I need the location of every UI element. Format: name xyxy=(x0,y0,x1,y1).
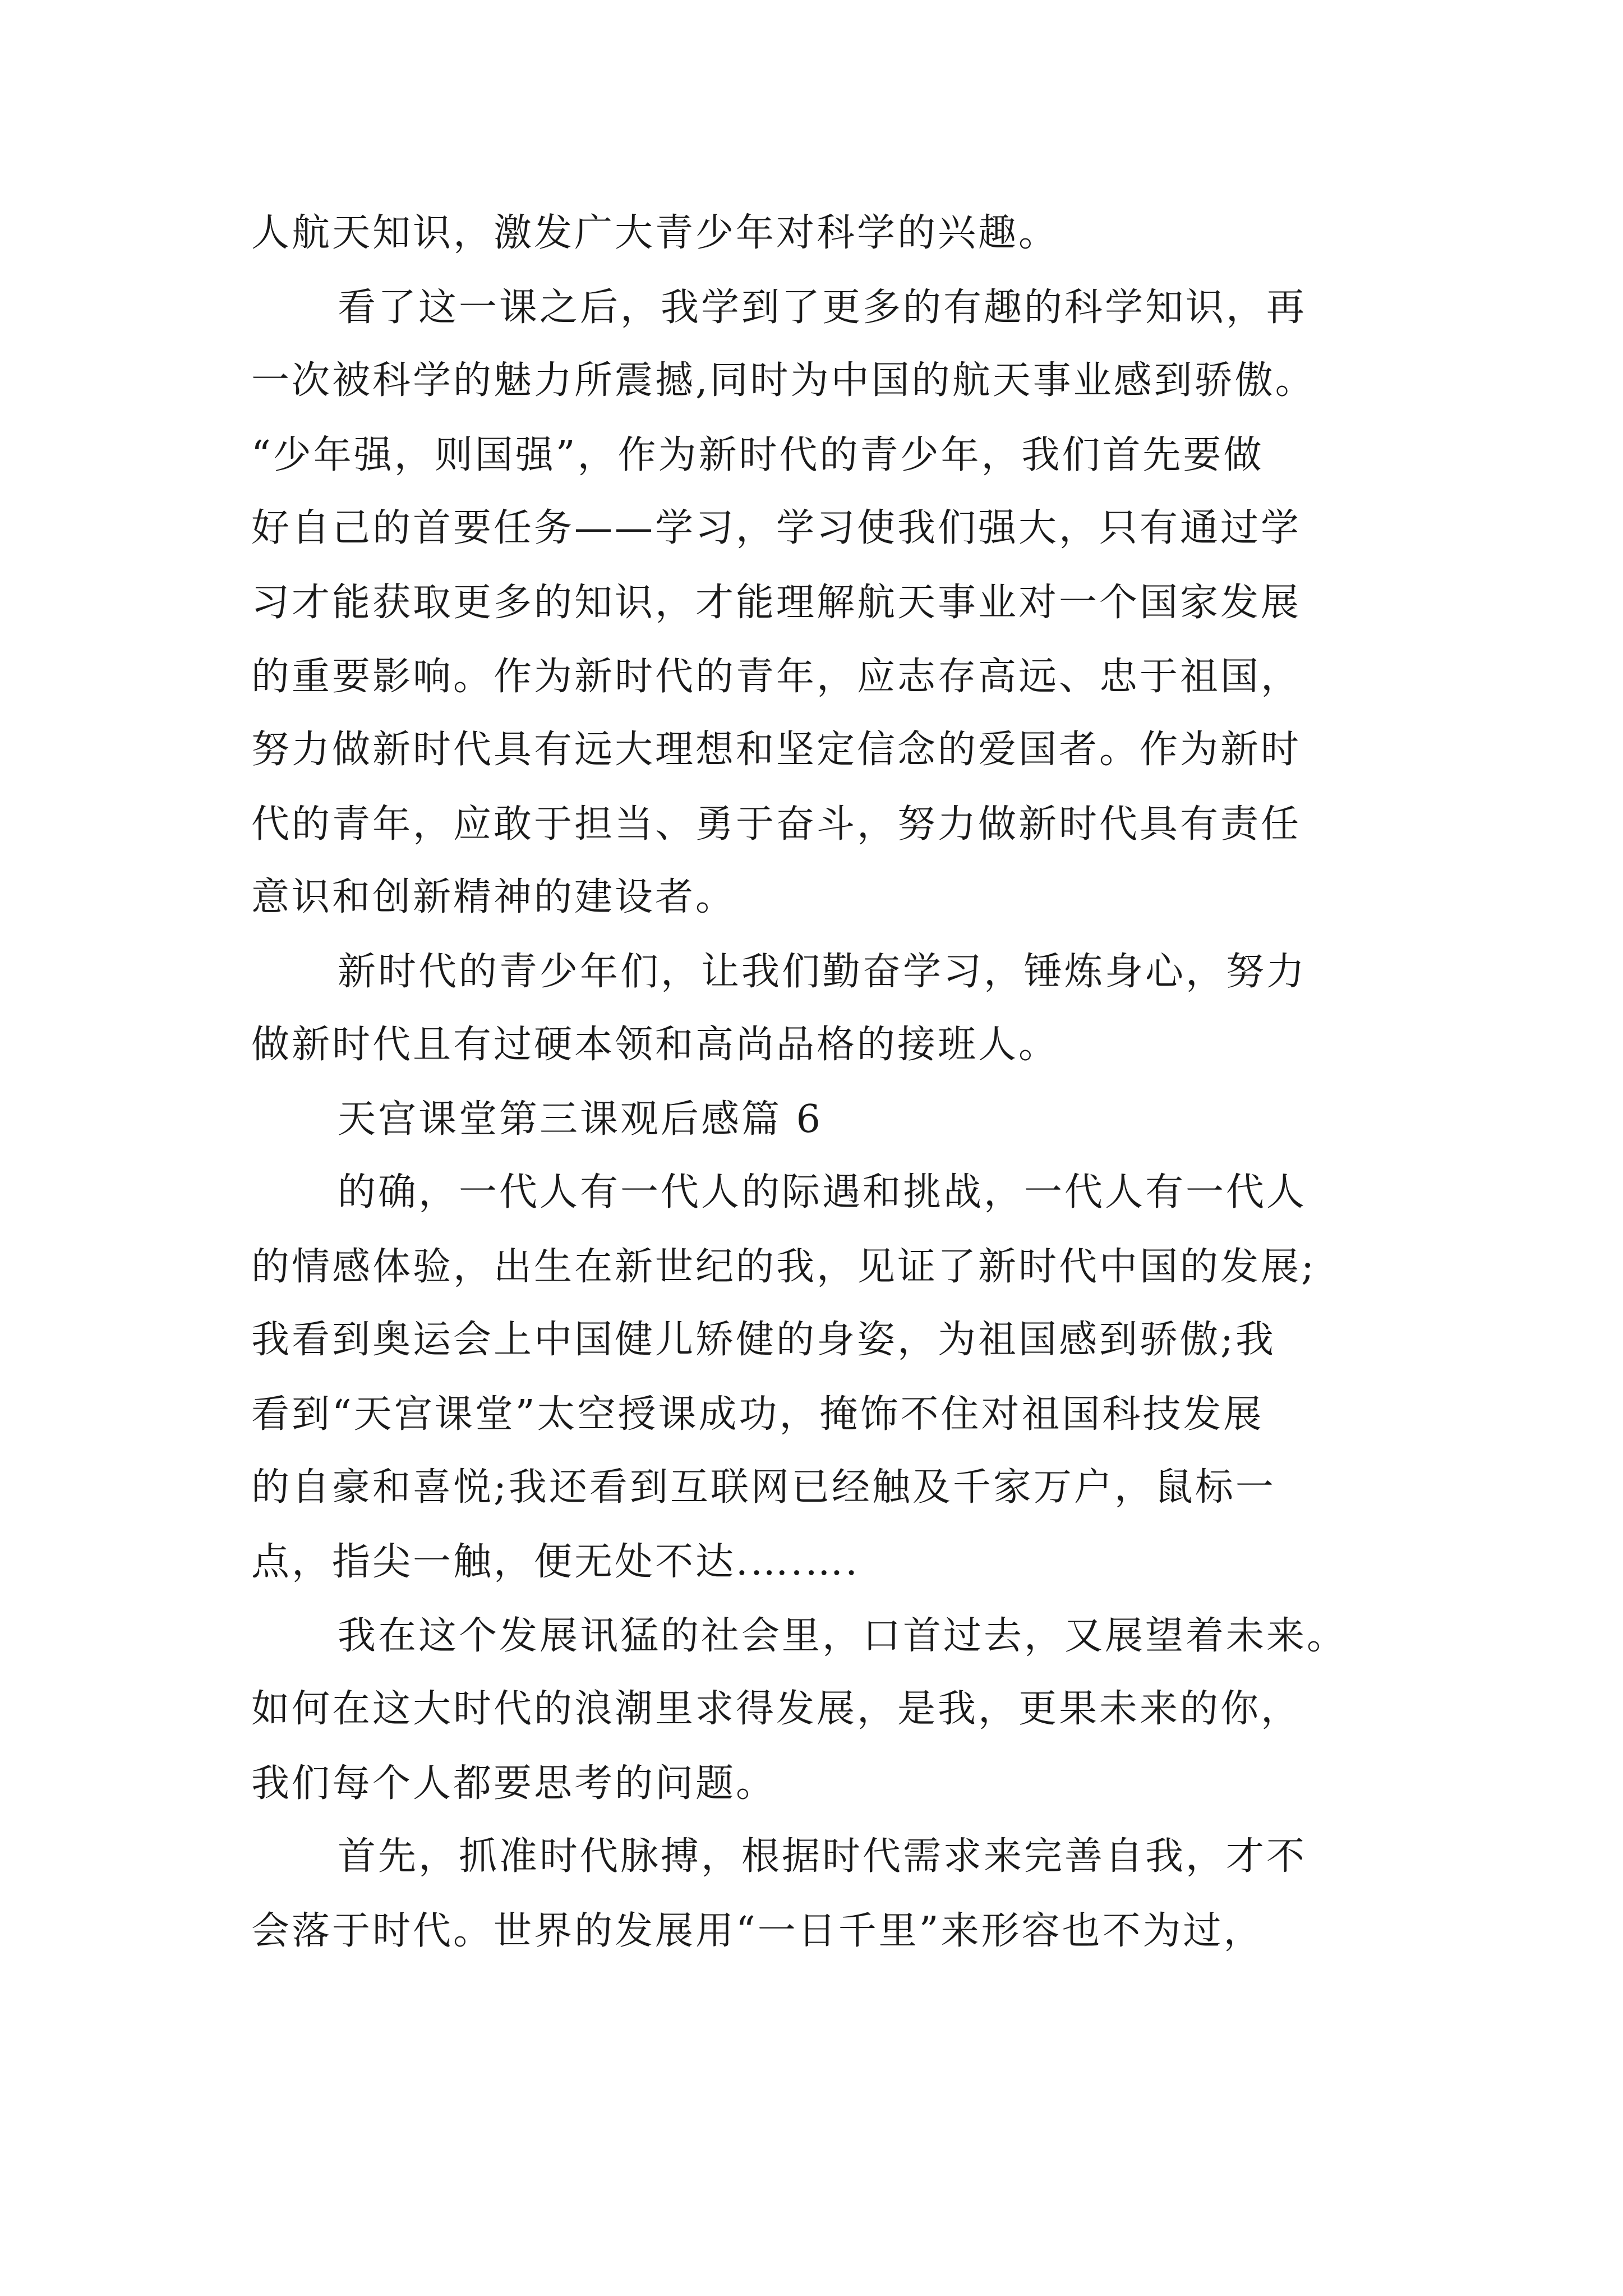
text-line: 的确，一代人有一代人的际遇和挑战，一代人有一代人 xyxy=(338,1170,1307,1214)
text-line: 点，指尖一触，便无处不达.….…. xyxy=(251,1540,860,1584)
text-line: 代的青年，应敢于担当、勇于奋斗，努力做新时代具有责任 xyxy=(251,802,1302,846)
text-line: 习才能获取更多的知识，才能理解航天事业对一个国家发展 xyxy=(251,581,1302,625)
text-line: 人航天知识，激发广大青少年对科学的兴趣。 xyxy=(251,211,1059,255)
text-line: 首先，抓准时代脉搏，根据时代需求来完善自我，才不 xyxy=(338,1834,1307,1879)
text-line: 的情感体验，出生在新世纪的我，见证了新时代中国的发展; xyxy=(251,1245,1316,1289)
text-line: 努力做新时代具有远大理想和坚定信念的爱国者。作为新时 xyxy=(251,728,1302,772)
text-line: 看到“天宫课堂”太空授课成功，掩饰不住对祖国科技发展 xyxy=(251,1392,1264,1437)
text-line: 的自豪和喜悦;我还看到互联网已经触及千家万户，鼠标一 xyxy=(251,1465,1276,1510)
text-line: 会落于时代。世界的发展用“一日千里”来形容也不为过， xyxy=(251,1909,1264,1953)
text-line: 我在这个发展讯猛的社会里，口首过去，又展望着未来。 xyxy=(338,1614,1348,1658)
text-line: “少年强，则国强”，作为新时代的青少年，我们首先要做 xyxy=(251,433,1264,477)
text-line: 我看到奥运会上中国健儿矫健的身姿，为祖国感到骄傲;我 xyxy=(251,1318,1276,1362)
text-line: 新时代的青少年们，让我们勤奋学习，锤炼身心，努力 xyxy=(338,950,1307,994)
text-line: 一次被科学的魅力所震撼,同时为中国的航天事业感到骄傲。 xyxy=(251,358,1316,403)
text-line: 看了这一课之后，我学到了更多的有趣的科学知识，再 xyxy=(338,286,1307,330)
text-line: 的重要影响。作为新时代的青年，应志存高远、忠于祖国， xyxy=(251,655,1302,699)
text-line: 如何在这大时代的浪潮里求得发展，是我，更果未来的你， xyxy=(251,1687,1302,1731)
section-heading: 天宫课堂第三课观后感篇 6 xyxy=(338,1097,823,1142)
text-line: 意识和创新精神的建设者。 xyxy=(251,875,736,919)
text-line: 我们每个人都要思考的问题。 xyxy=(251,1761,777,1806)
text-line: 好自己的首要任务——学习，学习使我们强大，只有通过学 xyxy=(251,506,1302,550)
text-line: 做新时代且有过硬本领和高尚品格的接班人。 xyxy=(251,1023,1059,1067)
